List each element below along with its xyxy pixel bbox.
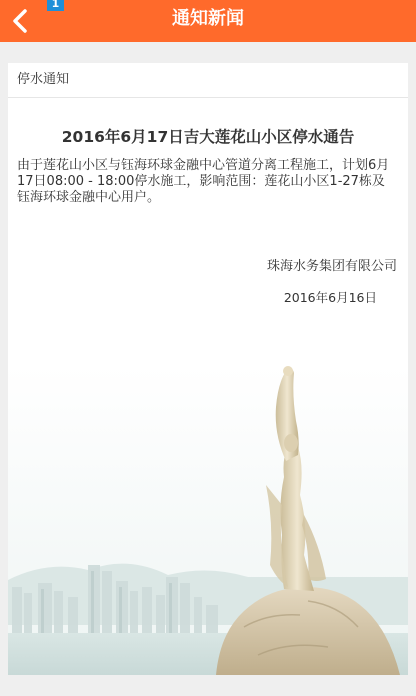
- notice-body: 由于莲花山小区与钰海环球金融中心管道分离工程施工，计划6月17日08:00 - 18:00停水施工，影响范围：莲花山小区1-27栋及钰海环球金融中心用户。: [17, 158, 390, 205]
- notice-title: 2016年6月17日吉大莲花山小区停水通告: [61, 128, 355, 146]
- notice-signature: 珠海水务集团有限公司: [266, 259, 397, 274]
- chevron-left-icon: [11, 8, 29, 34]
- back-button[interactable]: [0, 0, 40, 42]
- notice-card: [8, 63, 408, 675]
- page-title: 通知新闻: [172, 8, 244, 29]
- notification-badge[interactable]: 1: [47, 0, 64, 11]
- app-header: [0, 0, 416, 42]
- fisher-girl-statue-illustration: [8, 365, 408, 675]
- notice-category: 停水通知: [8, 63, 408, 98]
- notice-date: 2016年6月16日: [283, 290, 377, 305]
